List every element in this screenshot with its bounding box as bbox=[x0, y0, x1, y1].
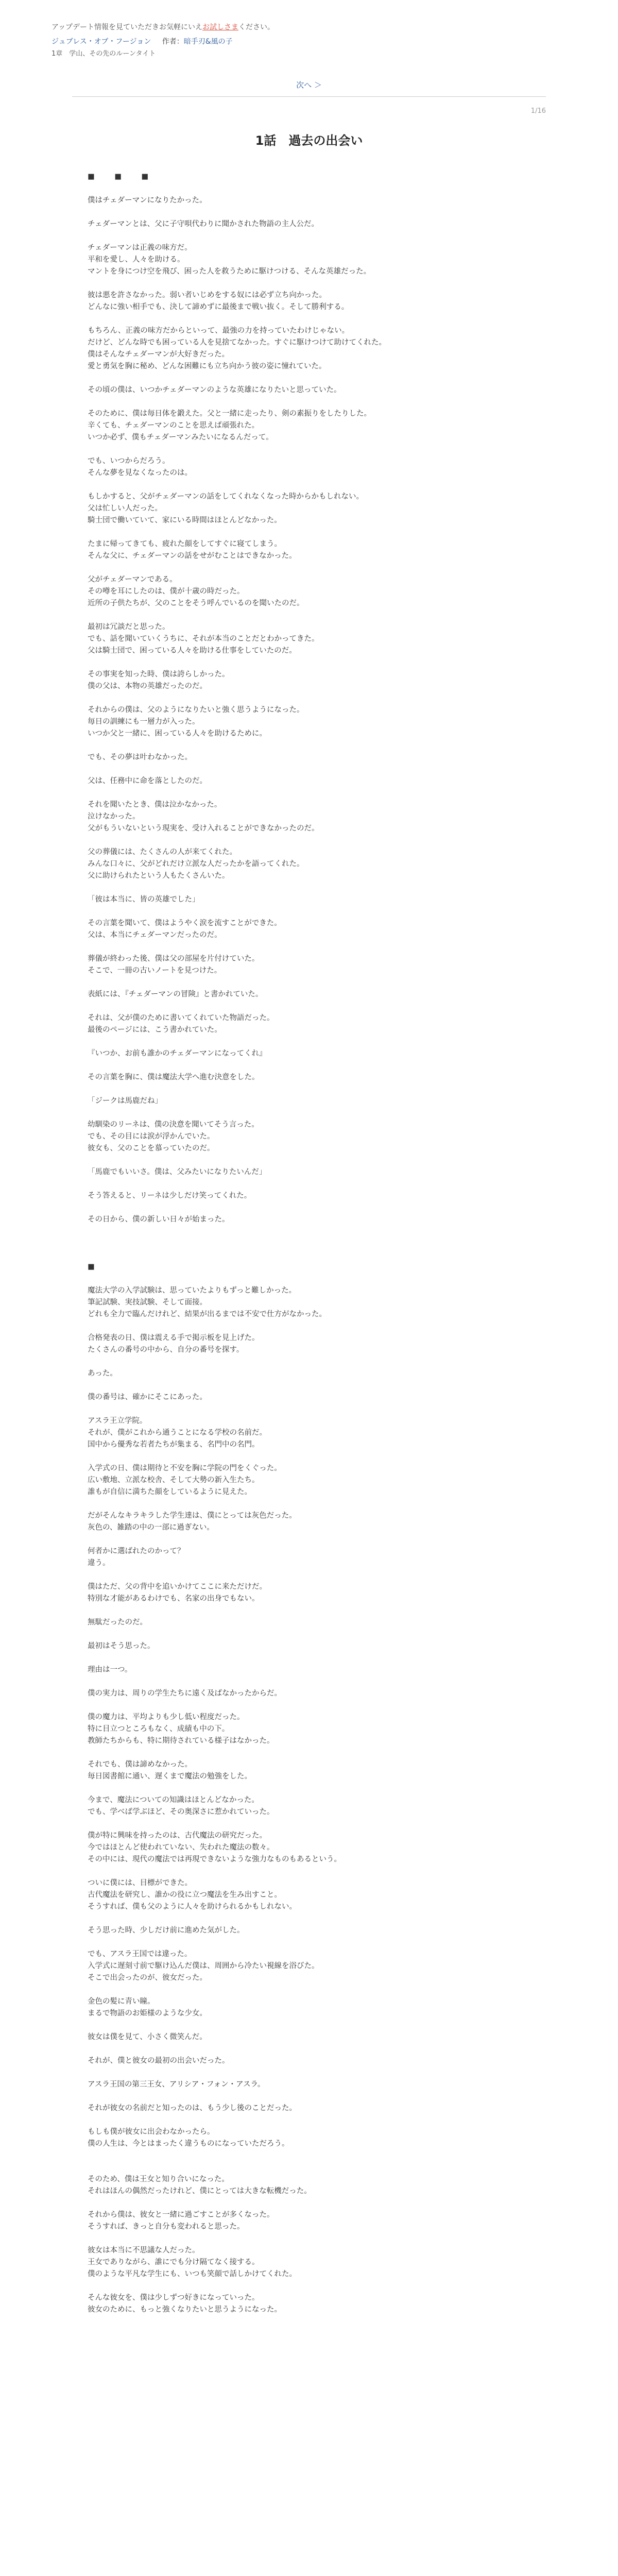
story-line: 違う。 bbox=[88, 1559, 110, 1567]
story-line: たくさんの番号の中から、自分の番号を探す。 bbox=[88, 1346, 244, 1354]
paragraph-gap bbox=[88, 372, 530, 384]
story-line: 「ジークは馬鹿だね」 bbox=[88, 1097, 162, 1105]
story-line: そのために、僕は毎日体を鍛えた。父と一緒に走ったり、剣の素振りをしたりした。 bbox=[88, 410, 371, 418]
paragraph-gap bbox=[88, 1202, 530, 1214]
paragraph-gap bbox=[88, 1155, 530, 1166]
story-line: それが、僕がこれから通うことになる学校の名前だ。 bbox=[88, 1429, 267, 1437]
story-line: アスラ王国の第三王女、アリシア・フォン・アスラ。 bbox=[88, 2080, 265, 2089]
story-line: もしも僕が彼女に出会わなかったら。 bbox=[88, 2128, 215, 2136]
paragraph-gap bbox=[88, 977, 530, 989]
story-line: そう思った時、少しだけ前に進めた気がした。 bbox=[88, 1926, 245, 1935]
story-line: そのため、僕は王女と知り合いになった。 bbox=[88, 2175, 229, 2183]
story-line: 僕の魔力は、平均よりも少し低い程度だった。 bbox=[88, 1713, 245, 1721]
story-line: チェダーマンは正義の味方だ。 bbox=[88, 244, 192, 252]
story-line: 「馬鹿でもいいさ。僕は、父みたいになりたいんだ」 bbox=[88, 1168, 267, 1176]
story-line: 国中から優秀な若者たちが集まる、名門中の名門。 bbox=[88, 1440, 260, 1449]
paragraph-gap bbox=[88, 1913, 530, 1925]
story-line: 父は騎士団で、困っている人々を助ける仕事をしていたのだ。 bbox=[88, 647, 297, 655]
story-line: 父の葬儀には、たくさんの人が来てくれた。 bbox=[88, 848, 237, 856]
story-line: 僕はただ、父の背中を追いかけてここに来ただけだ。 bbox=[88, 1583, 267, 1591]
story-line: それでも、僕は諦めなかった。 bbox=[88, 1760, 192, 1769]
paragraph-gap bbox=[88, 1320, 530, 1332]
story-line: いつか必ず、僕もチェダーマンみたいになるんだって。 bbox=[88, 433, 273, 442]
section-marker: ■ ■ ■ bbox=[88, 173, 155, 181]
story-line: そこで出会ったのが、彼女だった。 bbox=[88, 1974, 207, 1982]
story-line: 教師たちからも、特に期待されている様子はなかった。 bbox=[88, 1737, 274, 1745]
story-line: そこで、一冊の古いノートを見つけた。 bbox=[88, 967, 222, 975]
story-line: でも、話を聞いていくうちに、それが本当のことだとわかってきた。 bbox=[88, 635, 319, 643]
story-line: そんな夢を見なくなったのは。 bbox=[88, 469, 192, 477]
story-body bbox=[52, 171, 566, 2316]
paragraph-gap bbox=[88, 1380, 530, 1392]
story-line: 特別な才能があるわけでも、名家の出身でもない。 bbox=[88, 1595, 260, 1603]
paragraph-gap bbox=[88, 1866, 530, 1877]
story-line: 父は、任務中に命を落としたのだ。 bbox=[88, 777, 207, 785]
story-line: その言葉を胸に、僕は魔法大学へ進む決意をした。 bbox=[88, 1073, 260, 1081]
story-line: いつか父と一緒に、困っている人々を助けるために。 bbox=[88, 730, 267, 738]
story-line: 金色の髪に青い瞳。 bbox=[88, 1997, 155, 2006]
story-line: 父に助けられたという人もたくさんいた。 bbox=[88, 872, 230, 880]
story-line: 彼女は本当に不思議な人だった。 bbox=[88, 2246, 200, 2255]
story-line: 表紙には、『チェダーマンの冒険』と書かれていた。 bbox=[88, 990, 263, 998]
paragraph-gap bbox=[88, 1937, 530, 1948]
paragraph-gap bbox=[88, 1783, 530, 1794]
story-line: 灰色の、雑踏の中の一部に過ぎない。 bbox=[88, 1523, 214, 1532]
paragraph-gap bbox=[88, 787, 530, 799]
story-line: 入学式の日、僕は期待と不安を胸に学院の門をくぐった。 bbox=[88, 1464, 282, 1472]
story-line: 父は、本当にチェダーマンだったのだ。 bbox=[88, 931, 222, 939]
story-line: 僕の人生は、今とはまったく違うものになっていただろう。 bbox=[88, 2140, 289, 2148]
story-line: 葬儀が終わった後、僕は父の部屋を片付けていた。 bbox=[88, 955, 260, 963]
paragraph-gap bbox=[88, 479, 530, 491]
story-line: 王女でありながら、誰にでも分け隔てなく接する。 bbox=[88, 2258, 260, 2266]
paragraph-gap bbox=[88, 2114, 530, 2126]
paragraph-gap bbox=[88, 1107, 530, 1119]
story-line: 最後のページには、こう書かれていた。 bbox=[88, 1026, 222, 1034]
story-line: それは、父が僕のために書いてくれていた物語だった。 bbox=[88, 1014, 274, 1022]
paragraph-gap bbox=[88, 1700, 530, 1711]
story-line: 彼女は僕を見て、小さく微笑んだ。 bbox=[88, 2033, 207, 2041]
paragraph-gap bbox=[88, 1001, 530, 1012]
paragraph-gap bbox=[88, 835, 530, 846]
story-line: 僕のような平凡な学生にも、いつも笑顔で話しかけてくれた。 bbox=[88, 2270, 297, 2278]
story-line: 平和を愛し、人々を助ける。 bbox=[88, 256, 185, 264]
paragraph-gap bbox=[88, 2150, 530, 2162]
paragraph-gap bbox=[88, 941, 530, 953]
story-line: 古代魔法を研究し、誰かの役に立つ魔法を生み出すこと。 bbox=[88, 1891, 282, 1899]
next-episode-link[interactable]: 次へ ＞ bbox=[296, 80, 322, 90]
story-line: 理由は一つ。 bbox=[88, 1666, 132, 1674]
story-line: そう答えると、リーネは少しだけ笑ってくれた。 bbox=[88, 1192, 252, 1200]
story-line: もちろん、正義の味方だからといって、最強の力を持っていたわけじゃない。 bbox=[88, 327, 350, 335]
story-line: 父がもういないという現実を、受け入れることができなかったのだ。 bbox=[88, 824, 319, 833]
paragraph-gap bbox=[88, 740, 530, 752]
paragraph-gap bbox=[88, 2020, 530, 2031]
paragraph-gap bbox=[88, 313, 530, 325]
story-line: 僕の番号は、確かにそこにあった。 bbox=[88, 1393, 207, 1401]
paragraph-gap bbox=[88, 2197, 530, 2209]
paragraph-gap bbox=[88, 1060, 530, 1072]
paragraph-gap bbox=[88, 230, 530, 242]
story-line: 愛と勇気を胸に秘め、どんな困難にも立ち向かう彼の姿に憧れていた。 bbox=[88, 362, 327, 370]
paragraph-gap bbox=[88, 2233, 530, 2245]
paragraph-gap bbox=[88, 1747, 530, 1759]
story-line: アスラ王立学院。 bbox=[88, 1417, 147, 1425]
paragraph-gap bbox=[88, 906, 530, 918]
story-line: 騎士団で働いていて、家にいる時間はほとんどなかった。 bbox=[88, 516, 282, 524]
story-line: たまに帰ってきても、疲れた顔をしてすぐに寝てしまう。 bbox=[88, 540, 282, 548]
paragraph-gap bbox=[88, 2067, 530, 2079]
story-line: みんな口々に、父がどれだけ立派な人だったかを語ってくれた。 bbox=[88, 860, 304, 868]
story-line: でも、その目には涙が浮かんでいた。 bbox=[88, 1132, 215, 1141]
story-line: でも、アスラ王国では違った。 bbox=[88, 1950, 192, 1958]
paragraph-gap bbox=[88, 1226, 530, 1238]
story-line: 『いつか、お前も誰かのチェダーマンになってくれ』 bbox=[88, 1049, 267, 1058]
paragraph-gap bbox=[88, 1629, 530, 1640]
story-line: 筆記試験、実技試験、そして面接。 bbox=[88, 1298, 207, 1307]
paragraph-gap bbox=[88, 1818, 530, 1830]
story-line: その頃の僕は、いつかチェダーマンのような英雄になりたいと思っていた。 bbox=[88, 386, 341, 394]
paragraph-gap bbox=[88, 1498, 530, 1510]
story-line: でも、いつからだろう。 bbox=[88, 457, 170, 465]
story-line: 広い敷地、立派な校舎、そして大勢の新入生たち。 bbox=[88, 1476, 260, 1484]
story-line: そうすれば、僕も父のように人々を助けられるかもしれない。 bbox=[88, 1903, 297, 1911]
story-line: その日から、僕の新しい日々が始まった。 bbox=[88, 1215, 230, 1224]
story-line: 彼女も、父のことを慕っていたのだ。 bbox=[88, 1144, 215, 1153]
story-line: まるで物語のお姫様のような少女。 bbox=[88, 2009, 207, 2018]
series-link[interactable]: ジュブレス・オブ・フージョン bbox=[52, 38, 151, 46]
breadcrumb-separator bbox=[156, 38, 158, 46]
paragraph-gap bbox=[88, 1083, 530, 1095]
paragraph-gap bbox=[88, 2162, 530, 2174]
notice-text-before: アップデート情報を見ていただきお気軽にいえ bbox=[52, 23, 203, 31]
paragraph-gap bbox=[88, 527, 530, 538]
story-line: でも、その夢は叶わなかった。 bbox=[88, 753, 192, 761]
story-line: 幼馴染のリーネは、僕の決意を聞いてそう言った。 bbox=[88, 1121, 259, 1129]
navigation-divider bbox=[72, 96, 546, 97]
paragraph-gap bbox=[88, 1238, 530, 1249]
story-line: それが、僕と彼女の最初の出会いだった。 bbox=[88, 2057, 230, 2065]
paragraph-gap bbox=[88, 1676, 530, 1688]
paragraph-gap bbox=[88, 1451, 530, 1463]
story-line: 彼女のために、もっと強くなりたいと思うようになった。 bbox=[88, 2306, 282, 2314]
paragraph-gap bbox=[88, 1984, 530, 1996]
story-line: だがそんなキラキラした学生達は、僕にとっては灰色だった。 bbox=[88, 1512, 297, 1520]
paragraph-gap bbox=[88, 1356, 530, 1368]
story-line: その事実を知った時、僕は誇らしかった。 bbox=[88, 670, 230, 679]
story-line: 僕が特に興味を持ったのは、古代魔法の研究だった。 bbox=[88, 1832, 267, 1840]
section-marker: ■ bbox=[88, 1263, 101, 1271]
story-line: その言葉を聞いて、僕はようやく涙を流すことができた。 bbox=[88, 919, 282, 927]
paragraph-gap bbox=[88, 183, 530, 195]
story-line: 僕の父は、本物の英雄だったのだ。 bbox=[88, 682, 207, 690]
breadcrumb bbox=[52, 36, 566, 46]
author-link[interactable]: 暗手刃&風の子 bbox=[183, 38, 233, 46]
story-line: 父は忙しい人だった。 bbox=[88, 504, 162, 513]
story-line: マントを身につけ空を飛び、困った人を救うために駆けつける、そんな英雄だった。 bbox=[88, 267, 371, 276]
story-line: 今まで、魔法についての知識はほとんどなかった。 bbox=[88, 1796, 259, 1804]
story-line: もしかすると、父がチェダーマンの話をしてくれなくなった時からかもしれない。 bbox=[88, 493, 364, 501]
paragraph-gap bbox=[88, 1403, 530, 1415]
chapter-section-info: 1章 学山、その先のルーンタイト bbox=[52, 50, 156, 58]
page-container bbox=[52, 0, 566, 2316]
paragraph-gap bbox=[88, 1569, 530, 1581]
story-line: 僕はチェダーマンになりたかった。 bbox=[88, 196, 207, 205]
paragraph-gap bbox=[88, 609, 530, 621]
story-line: だけど、どんな時でも困っている人を見捨てなかった。すぐに駆けつけて助けてくれた。 bbox=[88, 338, 386, 347]
paragraph-gap bbox=[88, 1178, 530, 1190]
story-line: それはほんの偶然だったけれど、僕にとっては大きな転機だった。 bbox=[88, 2187, 312, 2195]
paragraph-gap bbox=[88, 1534, 530, 1546]
paragraph-gap bbox=[88, 657, 530, 669]
story-line: それを聞いたとき、僕は泣かなかった。 bbox=[88, 801, 222, 809]
paragraph-gap bbox=[88, 2091, 530, 2103]
story-line: ついに僕には、目標ができた。 bbox=[88, 1879, 192, 1887]
story-line: そんな父に、チェダーマンの話をせがむことはできなかった。 bbox=[88, 552, 297, 560]
paragraph-gap bbox=[88, 396, 530, 408]
author-label: 作者： bbox=[162, 38, 184, 46]
story-line: そんな彼女を、僕は少しずつ好きになっていった。 bbox=[88, 2294, 260, 2302]
story-line: 彼は悪を許さなかった。弱い者いじめをする奴には必ず立ち向かった。 bbox=[88, 291, 327, 299]
story-line: あった。 bbox=[88, 1369, 117, 1378]
story-line: その噂を耳にしたのは、僕が十歳の時だった。 bbox=[88, 587, 245, 596]
paragraph-gap bbox=[88, 2043, 530, 2055]
paragraph-gap bbox=[88, 882, 530, 894]
paragraph-gap bbox=[88, 1273, 530, 1285]
story-line: でも、学べば学ぶほど、その奥深さに惹かれていった。 bbox=[88, 1808, 274, 1816]
story-line: 最初はそう思った。 bbox=[88, 1642, 155, 1650]
episode-navigation bbox=[52, 79, 566, 90]
paragraph-gap bbox=[88, 207, 530, 218]
story-line: 僕の実力は、周りの学生たちに遠く及ばなかったからだ。 bbox=[88, 1689, 282, 1698]
story-line: 毎日の訓練にも一層力が入った。 bbox=[88, 718, 200, 726]
story-line: 父がチェダーマンである。 bbox=[88, 575, 177, 584]
story-line: その中には、現代の魔法では再現できないような強力なものもあるという。 bbox=[88, 1855, 341, 1863]
story-line: そうすれば、きっと自分も変われると思った。 bbox=[88, 2223, 245, 2231]
paragraph-gap bbox=[88, 444, 530, 455]
story-line: 入学式に遅刻寸前で駆け込んだ僕は、周囲から冷たい視線を浴びた。 bbox=[88, 1962, 319, 1970]
paragraph-gap bbox=[88, 2280, 530, 2292]
story-line: 無駄だったのだ。 bbox=[88, 1618, 147, 1626]
paragraph-gap bbox=[88, 562, 530, 574]
story-line: 辛くても、チェダーマンのことを思えば頑張れた。 bbox=[88, 421, 260, 430]
notice-link[interactable]: お試しさま bbox=[202, 23, 239, 31]
story-line: 最初は冗談だと思った。 bbox=[88, 623, 170, 631]
story-line: それが彼女の名前だと知ったのは、もう少し後のことだった。 bbox=[88, 2104, 297, 2112]
story-line: 特に目立つところもなく、成績も中の下。 bbox=[88, 1725, 230, 1733]
story-line: 近所の子供たちが、父のことをそう呼んでいるのを聞いたのだ。 bbox=[88, 599, 304, 607]
story-line: どれも全力で臨んだけれど、結果が出るまでは不安で仕方がなかった。 bbox=[88, 1310, 327, 1318]
story-line: どんなに強い相手でも、決して諦めずに最後まで戦い抜く。そして勝利する。 bbox=[88, 303, 349, 311]
story-line: それから僕は、彼女と一緒に過ごすことが多くなった。 bbox=[88, 2211, 274, 2219]
paragraph-gap bbox=[88, 1036, 530, 1048]
story-line: それからの僕は、父のようになりたいと強く思うようになった。 bbox=[88, 706, 304, 714]
paragraph-gap bbox=[88, 278, 530, 290]
story-line: 合格発表の日、僕は震える手で掲示板を見上げた。 bbox=[88, 1334, 260, 1342]
story-line: 魔法大学の入学試験は、思っていたよりもずっと難しかった。 bbox=[88, 1286, 297, 1295]
paragraph-gap bbox=[88, 692, 530, 704]
page-counter: 1/16 bbox=[530, 107, 546, 115]
chapter-title: 1話 過去の出会い bbox=[255, 133, 363, 148]
story-line: チェダーマンとは、父に子守唄代わりに聞かされた物語の主人公だ。 bbox=[88, 220, 319, 228]
story-line: 今ではほとんど使われていない、失われた魔法の数々。 bbox=[88, 1843, 274, 1852]
story-line: 何者かに選ばれたのかって？ bbox=[88, 1547, 185, 1555]
paragraph-gap bbox=[88, 764, 530, 775]
paragraph-gap bbox=[88, 1249, 530, 1261]
notice-text-after: ください。 bbox=[238, 23, 275, 31]
story-line: 泣けなかった。 bbox=[88, 812, 140, 821]
story-line: 僕はそんなチェダーマンが大好きだった。 bbox=[88, 350, 230, 359]
story-line: 誰もが自信に満ちた顔をしているように見えた。 bbox=[88, 1488, 252, 1496]
paragraph-gap bbox=[88, 1605, 530, 1617]
story-line: 「彼は本当に、皆の英雄でした」 bbox=[88, 895, 200, 904]
update-notice bbox=[52, 22, 566, 32]
paragraph-gap bbox=[88, 1652, 530, 1664]
story-line: 毎日図書館に通い、遅くまで魔法の勉強をした。 bbox=[88, 1772, 252, 1781]
